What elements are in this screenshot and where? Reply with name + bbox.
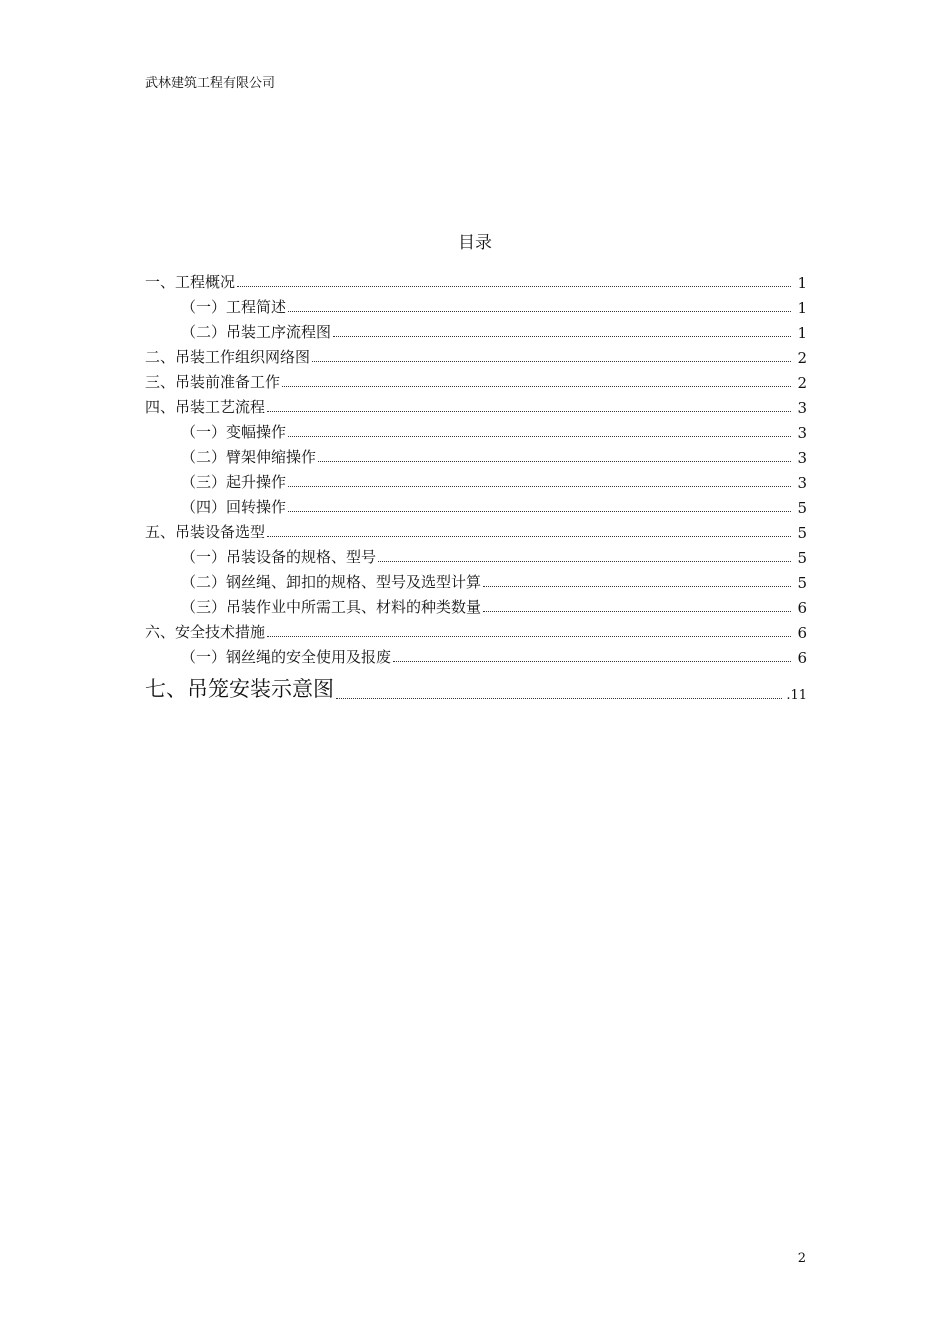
toc-leader-dots: [312, 360, 791, 362]
toc-entry-page: 2: [797, 349, 807, 367]
toc-entry[interactable]: [145, 267, 807, 292]
toc-entry-label: （一）工程简述: [181, 298, 287, 316]
toc-entry[interactable]: [145, 542, 807, 567]
toc-leader-dots: [333, 335, 791, 337]
toc-entry-label: （二）臂架伸缩操作: [181, 448, 317, 466]
toc-leader-dots: [288, 310, 791, 312]
toc-entry-page: 3: [797, 424, 807, 442]
toc-entry-page: 1: [797, 299, 807, 317]
toc-entry-label: 四、吊装工艺流程: [145, 398, 266, 416]
toc-entry-page: 6: [797, 624, 807, 642]
toc-entry[interactable]: [145, 617, 807, 642]
toc-entry-page: 3: [797, 399, 807, 417]
toc-leader-dots: [267, 410, 791, 412]
toc-entry[interactable]: [145, 467, 807, 492]
toc-entry-label: 一、工程概况: [145, 273, 236, 291]
toc-entry[interactable]: [145, 342, 807, 367]
toc-leader-dots: [267, 535, 791, 537]
toc-entry-page: 1: [797, 324, 807, 342]
toc-entry[interactable]: [145, 417, 807, 442]
toc-entry-page: 5: [797, 549, 807, 567]
toc-leader-dots: [483, 585, 791, 587]
toc-entry-label: （一）变幅操作: [181, 423, 287, 441]
toc-entry-page: 2: [797, 374, 807, 392]
toc-leader-dots: [237, 285, 791, 287]
toc-entry-label: 三、吊装前准备工作: [145, 373, 281, 391]
toc-title: 目录: [458, 233, 492, 253]
toc-entry[interactable]: [145, 367, 807, 392]
toc-entry-label: 七、吊笼安装示意图: [145, 677, 334, 701]
toc-leader-dots: [282, 385, 791, 387]
toc-entry-page: 3: [797, 474, 807, 492]
toc-entry-label: （三）起升操作: [181, 473, 287, 491]
toc-leader-dots: [393, 660, 791, 662]
toc-entry[interactable]: [145, 517, 807, 542]
toc-leader-dots: [483, 610, 791, 612]
toc-leader-dots: [288, 435, 791, 437]
toc-entry-label: （二）钢丝绳、卸扣的规格、型号及选型计算: [181, 573, 482, 591]
toc-entry-page: 6: [797, 649, 807, 667]
toc-entry-label: （三）吊装作业中所需工具、材料的种类数量: [181, 598, 482, 616]
toc-entry-label: 六、安全技术措施: [145, 623, 266, 641]
toc-entry[interactable]: [145, 669, 807, 703]
toc-entry[interactable]: [145, 317, 807, 342]
toc-entry-label: （一）钢丝绳的安全使用及报废: [181, 648, 392, 666]
toc-entry-page: 5: [797, 499, 807, 517]
table-of-contents: [145, 267, 807, 703]
toc-entry-label: 五、吊装设备选型: [145, 523, 266, 541]
toc-leader-dots: [288, 510, 791, 512]
toc-entry[interactable]: [145, 492, 807, 517]
toc-entry-page: 5: [797, 574, 807, 592]
toc-entry-page: 5: [797, 524, 807, 542]
toc-leader-dots: [336, 697, 782, 699]
company-header: 武林建筑工程有限公司: [145, 76, 276, 91]
toc-entry-page: .11: [786, 688, 807, 703]
toc-entry[interactable]: [145, 567, 807, 592]
toc-entry-label: 二、吊装工作组织网络图: [145, 348, 311, 366]
toc-entry-label: （二）吊装工序流程图: [181, 323, 332, 341]
page-number: 2: [797, 1251, 806, 1266]
toc-entry[interactable]: [145, 442, 807, 467]
toc-entry-page: 3: [797, 449, 807, 467]
toc-leader-dots: [318, 460, 791, 462]
toc-entry-label: （四）回转操作: [181, 498, 287, 516]
toc-entry-label: （一）吊装设备的规格、型号: [181, 548, 377, 566]
toc-entry-page: 1: [797, 274, 807, 292]
toc-entry[interactable]: [145, 642, 807, 667]
toc-entry[interactable]: [145, 292, 807, 317]
toc-entry-page: 6: [797, 599, 807, 617]
toc-leader-dots: [288, 485, 791, 487]
toc-leader-dots: [378, 560, 791, 562]
toc-entry[interactable]: [145, 592, 807, 617]
toc-leader-dots: [267, 635, 791, 637]
toc-entry[interactable]: [145, 392, 807, 417]
